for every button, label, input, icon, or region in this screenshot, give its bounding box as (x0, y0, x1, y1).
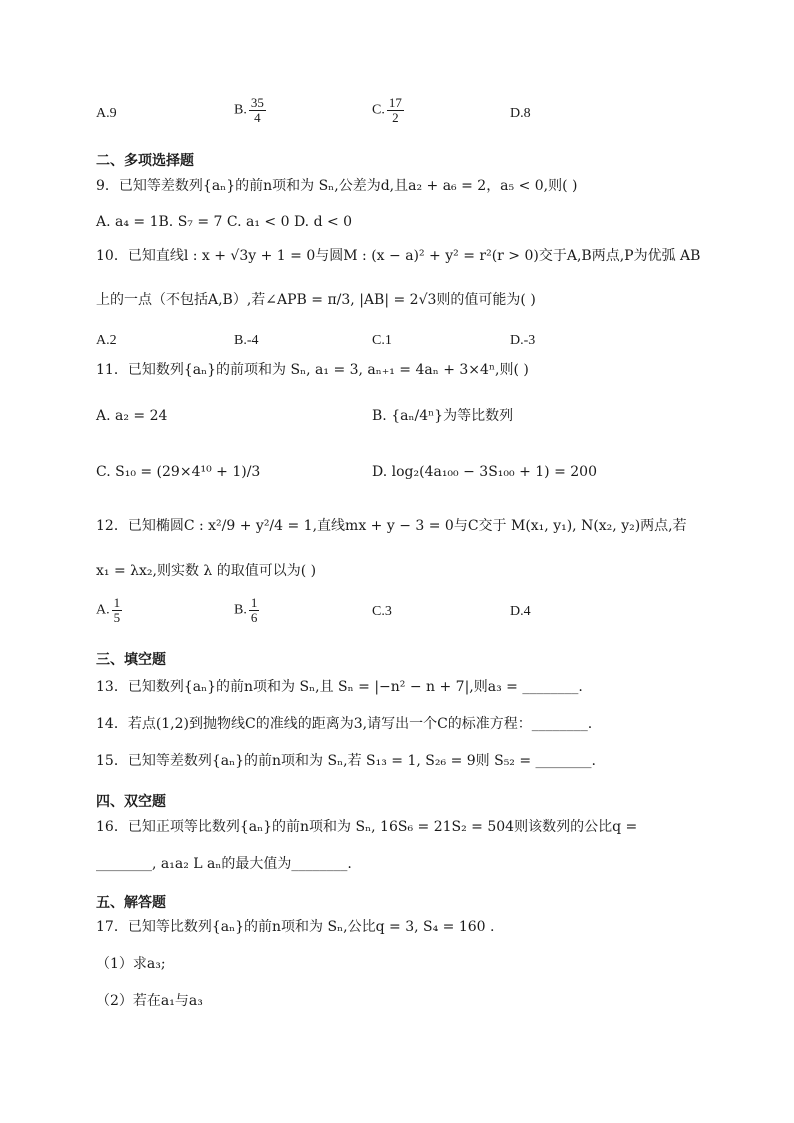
section-double-blank-heading: 四、双空题 (96, 794, 166, 810)
q14-stem: 14．若点(1,2)到抛物线C的准线的距离为3,请写出一个C的标准方程：________. (96, 716, 593, 732)
q11-stem: 11．已知数列{aₙ}的前项和为 Sₙ, a₁ = 3, aₙ₊₁ = 4aₙ + 3×4ⁿ,则( ) (96, 362, 529, 378)
q11-option-b: B. {aₙ/4ⁿ}为等比数列 (372, 408, 514, 424)
q8-option-a: A.9 (96, 106, 117, 121)
q12-stem-line2: x₁ = λx₂,则实数 λ 的取值可以为( ) (96, 563, 317, 579)
q10-option-b: B.-4 (234, 333, 259, 348)
q12-option-a: A. $\frac{1}{5}$ (96, 595, 121, 625)
q9-stem: 9．已知等差数列{aₙ}的前n项和为 Sₙ,公差为d,且a₂ + a₆ = 2，a₅ < 0,则( ) (96, 178, 578, 194)
section-multiple-choice-heading: 二、多项选择题 (96, 153, 194, 169)
section-fill-in-heading: 三、填空题 (96, 652, 166, 668)
q10-option-c: C.1 (372, 333, 392, 348)
q12-option-d: D.4 (510, 604, 531, 619)
q11-option-d: D. log₂(4a₁₀₀ − 3S₁₀₀ + 1) = 200 (372, 464, 597, 480)
q9-options: A. a₄ = 1B. S₇ = 7 C. a₁ < 0 D. d < 0 (96, 214, 353, 230)
q11-option-c: C. S₁₀ = (29×4¹⁰ + 1)/3 (96, 464, 261, 480)
q10-stem-line2: 上的一点（不包括A,B）,若∠APB = π/3, |AB| = 2√3则的值可能为( ) (96, 292, 536, 308)
q17-part2: （2）若在a₁与a₃ (96, 993, 203, 1009)
q11-option-a: A. a₂ = 24 (96, 408, 168, 424)
q17-part1: （1）求a₃; (96, 956, 166, 972)
q12-stem-line1: 12．已知椭圆C : x²/9 + y²/4 = 1,直线mx + y − 3 = 0与C交于 M(x₁, y₁), N(x₂, y₂)两点,若 (96, 518, 687, 534)
q12-option-c: C.3 (372, 604, 392, 619)
q10-option-a: A.2 (96, 333, 117, 348)
q17-stem: 17．已知等比数列{aₙ}的前n项和为 Sₙ,公比q = 3, S₄ = 160 . (96, 919, 495, 935)
q8-option-d: D.8 (510, 106, 531, 121)
q15-stem: 15．已知等差数列{aₙ}的前n项和为 Sₙ,若 S₁₃ = 1, S₂₆ = 9则 S₅₂ = ________. (96, 753, 597, 769)
q16-stem-line1: 16．已知正项等比数列{aₙ}的前n项和为 Sₙ, 16S₆ = 21S₂ = 504则该数列的公比q = (96, 819, 638, 835)
q10-option-d: D.-3 (510, 333, 536, 348)
section-solution-heading: 五、解答题 (96, 895, 166, 911)
q8-option-b: B. $\frac{35}{4}$ (234, 95, 264, 125)
q10-stem-line1: 10．已知直线l : x + √3y + 1 = 0与圆M : (x − a)² + y² = r²(r > 0)交于A,B两点,P为优弧 AB (96, 248, 701, 264)
q8-option-c: C. $\frac{17}{2}$ (372, 95, 402, 125)
q13-stem: 13．已知数列{aₙ}的前n项和为 Sₙ,且 Sₙ = |−n² − n + 7|,则a₃ = ________. (96, 679, 583, 695)
q12-option-b: B. $\frac{1}{6}$ (234, 595, 258, 625)
q16-stem-line2: ________, a₁a₂ L aₙ的最大值为________. (96, 856, 352, 872)
